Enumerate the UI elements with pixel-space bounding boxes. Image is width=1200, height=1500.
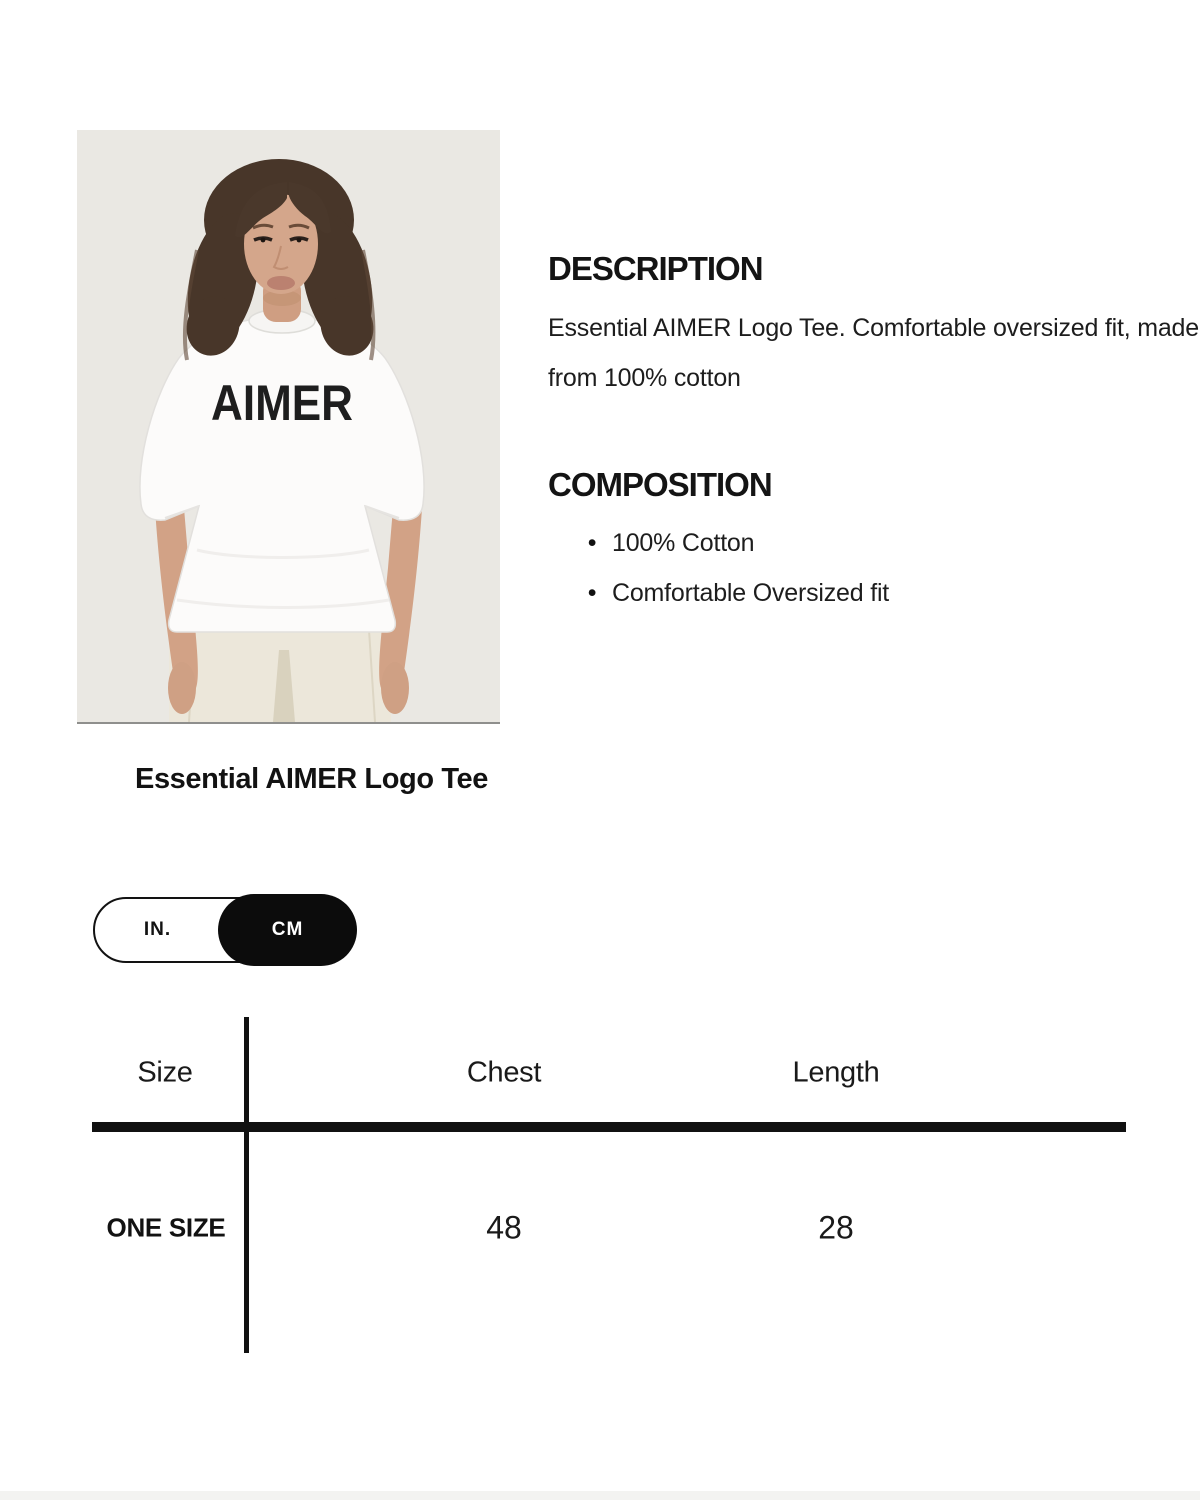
model-photo-illustration [77, 130, 500, 722]
composition-item [548, 568, 889, 618]
composition-item-label: 100% Cotton [612, 529, 755, 557]
size-table-vertical-divider [244, 1017, 249, 1353]
model-tshirt [140, 309, 424, 632]
size-table-header-chest: Chest [466, 1056, 542, 1089]
tee-logo-text: AIMER [211, 375, 353, 431]
description-heading: DESCRIPTION [548, 250, 763, 287]
product-title: Essential AIMER Logo Tee [135, 763, 488, 795]
composition-heading: COMPOSITION [548, 466, 772, 503]
size-table-row-length-value: 28 [818, 1209, 854, 1246]
unit-option-cm-selected[interactable]: CM [218, 894, 357, 966]
unit-toggle[interactable] [93, 897, 352, 963]
size-table-row-chest-value: 48 [486, 1209, 522, 1246]
composition-item [548, 518, 889, 568]
size-table-horizontal-divider [92, 1122, 1126, 1132]
size-table-row-size: ONE SIZE [106, 1212, 226, 1243]
size-table-header-size: Size [137, 1056, 193, 1089]
composition-item-label: Comfortable Oversized fit [612, 579, 890, 607]
bottom-edge-strip [0, 1491, 1200, 1500]
unit-option-inches[interactable]: IN. [143, 919, 172, 940]
bullet-icon: • [587, 579, 597, 607]
bullet-icon: • [587, 529, 597, 557]
product-photo [77, 130, 500, 724]
size-table-header-length: Length [792, 1056, 880, 1089]
description-body: Essential AIMER Logo Tee. Comfortable oversized fit, made from 100% cotton [548, 314, 1199, 392]
composition-list [548, 518, 889, 618]
